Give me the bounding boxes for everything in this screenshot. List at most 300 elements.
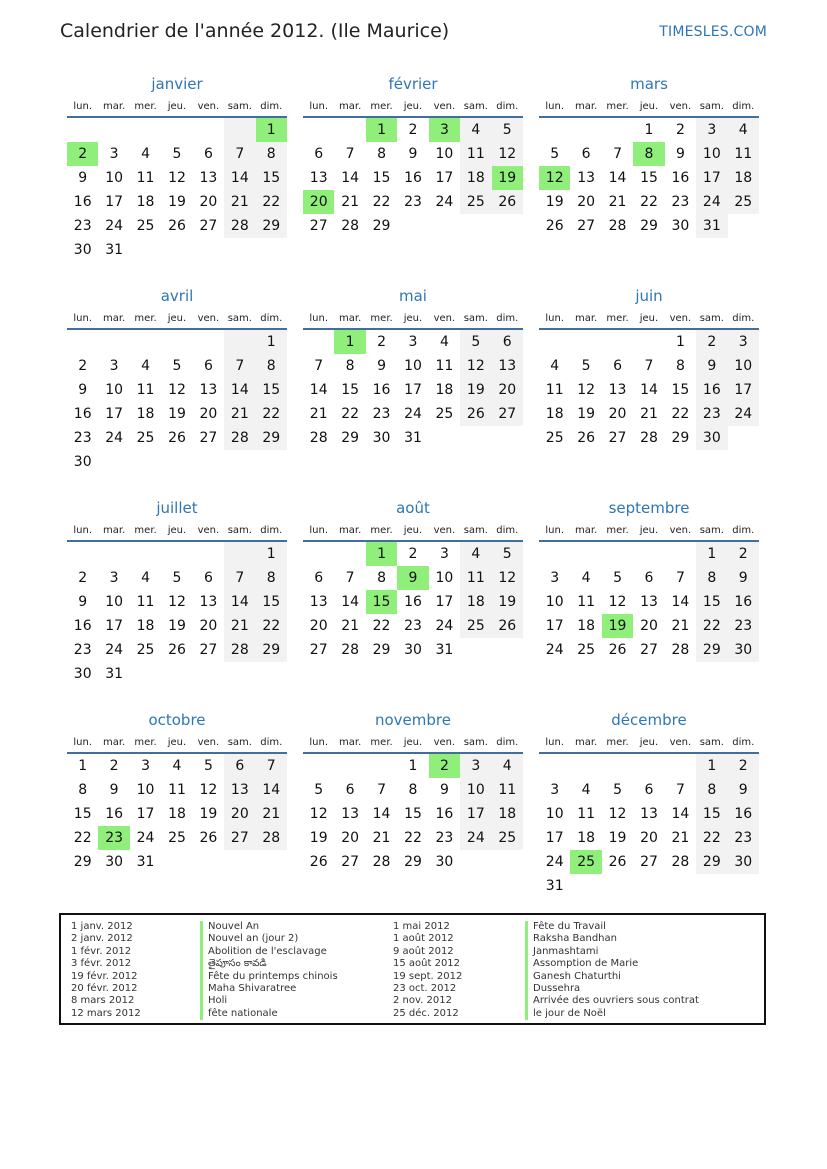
- day-cell: 24: [435, 194, 454, 210]
- holiday-name: Raksha Bandhan: [525, 933, 699, 945]
- day-cell: 27: [309, 642, 328, 658]
- day-cell: 10: [136, 782, 155, 798]
- holiday-name: le jour de Noël: [525, 1008, 699, 1020]
- day-cell: 30: [728, 850, 759, 874]
- weekday-label: jeu.: [167, 737, 187, 748]
- day-cell: 21: [640, 406, 658, 422]
- day-cell: 12: [492, 566, 523, 590]
- empty-day-cell: [602, 754, 633, 778]
- day-cell: 22: [671, 406, 690, 422]
- day-cell: 29: [696, 638, 727, 662]
- weekday-label: dim.: [732, 101, 755, 112]
- weekday-label: sam.: [227, 313, 252, 324]
- holiday-name: Janmashtami: [525, 946, 699, 958]
- weekday-header: [67, 308, 287, 330]
- day-cell: 5: [550, 146, 560, 162]
- day-cell: 15: [404, 806, 422, 822]
- day-cell: 17: [545, 618, 564, 634]
- empty-day-cell: [303, 330, 334, 354]
- holiday-name: Fête du printemps chinois: [200, 971, 338, 983]
- day-cell: 10: [545, 806, 564, 822]
- day-cell: 2: [728, 754, 759, 778]
- day-cell: 24: [105, 642, 124, 658]
- day-cell: 31: [404, 430, 422, 446]
- days-grid: [67, 118, 287, 262]
- day-cell: 11: [136, 594, 155, 610]
- weekday-label: jeu.: [167, 313, 187, 324]
- weekday-label: mar.: [103, 101, 126, 112]
- day-cell: 25: [577, 642, 596, 658]
- day-cell: 7: [256, 754, 287, 778]
- day-cell: 18: [136, 194, 155, 210]
- weekday-header: [539, 520, 759, 542]
- day-cell: 17: [105, 194, 124, 210]
- holiday-date: 3 févr. 2012: [71, 958, 132, 970]
- day-cell: 30: [435, 854, 454, 870]
- day-cell: 21: [224, 614, 255, 638]
- month-title: août: [396, 499, 430, 517]
- day-cell: 7: [314, 358, 324, 374]
- days-grid: [539, 330, 759, 450]
- weekday-label: mer.: [370, 525, 393, 536]
- day-cell: 29: [696, 850, 727, 874]
- day-cell: 3: [696, 118, 727, 142]
- day-cell: 17: [435, 170, 454, 186]
- day-cell: 15: [73, 806, 92, 822]
- day-cell: 22: [696, 614, 727, 638]
- day-cell: 27: [640, 854, 658, 870]
- day-cell: 17: [696, 166, 727, 190]
- day-cell: 16: [372, 382, 391, 398]
- holiday-name: Nouvel an (jour 2): [200, 933, 338, 945]
- day-cell: 19: [460, 378, 491, 402]
- day-cell: 28: [224, 426, 255, 450]
- weekday-label: jeu.: [403, 313, 423, 324]
- day-cell: 13: [608, 382, 627, 398]
- weekday-label: ven.: [197, 313, 220, 324]
- day-cell: 16: [696, 378, 727, 402]
- day-cell: 6: [314, 146, 324, 162]
- holiday-name: Maha Shivaratree: [200, 983, 338, 995]
- empty-day-cell: [224, 330, 255, 354]
- empty-day-cell: [665, 542, 696, 566]
- holiday-day-cell: 2: [429, 754, 460, 778]
- day-cell: 19: [309, 830, 328, 846]
- day-cell: 15: [341, 382, 360, 398]
- day-cell: 22: [256, 190, 287, 214]
- day-cell: 28: [671, 854, 690, 870]
- empty-day-cell: [67, 330, 98, 354]
- month-title: avril: [160, 287, 194, 305]
- day-cell: 14: [671, 594, 690, 610]
- empty-day-cell: [161, 118, 192, 142]
- day-cell: 7: [345, 570, 355, 586]
- day-cell: 28: [671, 642, 690, 658]
- weekday-label: sam.: [227, 737, 252, 748]
- holiday-date: 1 févr. 2012: [71, 945, 132, 957]
- day-cell: 17: [105, 406, 124, 422]
- day-cell: 12: [168, 382, 186, 398]
- day-cell: 17: [404, 382, 422, 398]
- month-10: [67, 706, 287, 918]
- day-cell: 30: [105, 854, 124, 870]
- day-cell: 13: [640, 594, 658, 610]
- weekday-label: dim.: [260, 737, 283, 748]
- day-cell: 26: [199, 830, 218, 846]
- weekday-label: lun.: [309, 737, 329, 748]
- holiday-date: 2 nov. 2012: [393, 995, 452, 1007]
- holiday-dates-right: [393, 921, 462, 1020]
- weekday-label: mer.: [134, 737, 157, 748]
- day-cell: 2: [408, 546, 418, 562]
- empty-day-cell: [334, 754, 365, 778]
- day-cell: 15: [256, 590, 287, 614]
- empty-day-cell: [193, 330, 224, 354]
- day-cell: 17: [105, 618, 124, 634]
- weekday-header: [303, 732, 523, 754]
- day-cell: 16: [404, 170, 422, 186]
- days-grid: [67, 754, 287, 874]
- holiday-day-cell: 23: [98, 826, 129, 850]
- brand-link[interactable]: TIMESLES.COM: [659, 24, 767, 40]
- day-cell: 20: [309, 618, 328, 634]
- day-cell: 26: [168, 218, 186, 234]
- day-cell: 9: [377, 358, 387, 374]
- day-cell: 20: [640, 618, 658, 634]
- day-cell: 25: [435, 406, 454, 422]
- day-cell: 18: [460, 166, 491, 190]
- day-cell: 15: [696, 802, 727, 826]
- day-cell: 16: [73, 406, 92, 422]
- day-cell: 26: [492, 614, 523, 638]
- day-cell: 3: [439, 546, 449, 562]
- weekday-label: ven.: [197, 737, 220, 748]
- weekday-label: jeu.: [167, 525, 187, 536]
- day-cell: 5: [613, 570, 623, 586]
- day-cell: 21: [372, 830, 391, 846]
- weekday-label: lun.: [73, 313, 93, 324]
- empty-day-cell: [366, 754, 397, 778]
- empty-day-cell: [334, 542, 365, 566]
- empty-day-cell: [193, 542, 224, 566]
- day-cell: 4: [581, 782, 591, 798]
- day-cell: 22: [372, 618, 391, 634]
- day-cell: 29: [671, 430, 690, 446]
- day-cell: 6: [203, 358, 213, 374]
- weekday-label: sam.: [463, 737, 488, 748]
- day-cell: 20: [224, 802, 255, 826]
- holiday-date: 19 févr. 2012: [71, 970, 138, 982]
- day-cell: 22: [256, 402, 287, 426]
- holiday-names-left: [200, 921, 338, 1020]
- holiday-day-cell: 1: [366, 118, 397, 142]
- day-cell: 18: [136, 618, 155, 634]
- day-cell: 1: [675, 334, 685, 350]
- day-cell: 22: [256, 614, 287, 638]
- weekday-label: mar.: [339, 313, 362, 324]
- day-cell: 5: [492, 542, 523, 566]
- day-cell: 28: [224, 214, 255, 238]
- day-cell: 31: [105, 242, 124, 258]
- weekday-label: dim.: [260, 525, 283, 536]
- day-cell: 6: [314, 570, 324, 586]
- day-cell: 13: [577, 170, 596, 186]
- day-cell: 3: [109, 146, 119, 162]
- day-cell: 11: [168, 782, 186, 798]
- weekday-label: mer.: [606, 525, 629, 536]
- day-cell: 19: [492, 590, 523, 614]
- day-cell: 3: [408, 334, 418, 350]
- holiday-date: 15 août 2012: [393, 958, 461, 970]
- day-cell: 26: [545, 218, 564, 234]
- day-cell: 3: [550, 570, 560, 586]
- empty-day-cell: [67, 118, 98, 142]
- day-cell: 12: [492, 142, 523, 166]
- day-cell: 25: [545, 430, 564, 446]
- day-cell: 24: [545, 854, 564, 870]
- day-cell: 10: [728, 354, 759, 378]
- day-cell: 29: [256, 426, 287, 450]
- weekday-label: mer.: [606, 313, 629, 324]
- day-cell: 20: [199, 194, 218, 210]
- day-cell: 22: [73, 830, 92, 846]
- empty-day-cell: [539, 118, 570, 142]
- empty-day-cell: [633, 330, 664, 354]
- day-cell: 3: [460, 754, 491, 778]
- weekday-label: dim.: [496, 101, 519, 112]
- day-cell: 10: [105, 594, 124, 610]
- day-cell: 23: [728, 826, 759, 850]
- day-cell: 8: [377, 570, 387, 586]
- weekday-label: mar.: [575, 525, 598, 536]
- holiday-day-cell: 1: [334, 330, 365, 354]
- empty-day-cell: [570, 118, 601, 142]
- empty-day-cell: [303, 754, 334, 778]
- day-cell: 8: [408, 782, 418, 798]
- day-cell: 30: [696, 426, 727, 450]
- day-cell: 22: [341, 406, 360, 422]
- day-cell: 9: [78, 170, 88, 186]
- holiday-day-cell: 1: [256, 118, 287, 142]
- day-cell: 4: [439, 334, 449, 350]
- day-cell: 23: [73, 642, 92, 658]
- holiday-date: 12 mars 2012: [71, 1007, 141, 1019]
- weekday-label: ven.: [433, 525, 456, 536]
- day-cell: 19: [545, 194, 564, 210]
- day-cell: 18: [728, 166, 759, 190]
- weekday-label: mar.: [339, 101, 362, 112]
- day-cell: 2: [78, 570, 88, 586]
- day-cell: 29: [73, 854, 92, 870]
- holiday-date: 8 mars 2012: [71, 995, 135, 1007]
- day-cell: 26: [608, 854, 627, 870]
- day-cell: 8: [377, 146, 387, 162]
- empty-day-cell: [98, 330, 129, 354]
- day-cell: 16: [728, 590, 759, 614]
- weekday-label: lun.: [309, 313, 329, 324]
- month-title: octobre: [148, 711, 206, 729]
- holiday-date: 25 déc. 2012: [393, 1007, 459, 1019]
- empty-day-cell: [224, 118, 255, 142]
- month-2: [303, 70, 523, 282]
- day-cell: 10: [435, 570, 454, 586]
- days-grid: [539, 542, 759, 662]
- day-cell: 1: [408, 758, 418, 774]
- day-cell: 13: [341, 806, 360, 822]
- weekday-label: lun.: [309, 101, 329, 112]
- holiday-name: Assomption de Marie: [525, 958, 699, 970]
- empty-day-cell: [303, 542, 334, 566]
- weekday-label: mer.: [370, 737, 393, 748]
- day-cell: 29: [256, 638, 287, 662]
- day-cell: 11: [728, 142, 759, 166]
- weekday-label: mer.: [606, 101, 629, 112]
- day-cell: 23: [435, 830, 454, 846]
- day-cell: 18: [545, 406, 564, 422]
- month-9: [539, 494, 759, 706]
- day-cell: 9: [109, 782, 119, 798]
- day-cell: 6: [644, 782, 654, 798]
- day-cell: 18: [136, 406, 155, 422]
- day-cell: 8: [256, 354, 287, 378]
- day-cell: 12: [608, 594, 627, 610]
- weekday-label: sam.: [463, 313, 488, 324]
- day-cell: 21: [256, 802, 287, 826]
- weekday-label: dim.: [496, 737, 519, 748]
- day-cell: 14: [372, 806, 391, 822]
- day-cell: 4: [581, 570, 591, 586]
- day-cell: 13: [199, 170, 218, 186]
- day-cell: 24: [435, 618, 454, 634]
- day-cell: 21: [671, 618, 690, 634]
- day-cell: 12: [309, 806, 328, 822]
- day-cell: 6: [224, 754, 255, 778]
- day-cell: 29: [640, 218, 658, 234]
- day-cell: 16: [404, 594, 422, 610]
- weekday-label: jeu.: [403, 101, 423, 112]
- day-cell: 21: [224, 190, 255, 214]
- day-cell: 26: [577, 430, 596, 446]
- day-cell: 14: [640, 382, 658, 398]
- day-cell: 2: [377, 334, 387, 350]
- empty-day-cell: [633, 542, 664, 566]
- day-cell: 20: [640, 830, 658, 846]
- weekday-label: sam.: [227, 101, 252, 112]
- day-cell: 2: [728, 542, 759, 566]
- day-cell: 24: [460, 826, 491, 850]
- day-cell: 6: [203, 146, 213, 162]
- day-cell: 26: [460, 402, 491, 426]
- day-cell: 3: [550, 782, 560, 798]
- month-title: novembre: [375, 711, 451, 729]
- weekday-label: ven.: [669, 737, 692, 748]
- weekday-label: mar.: [103, 313, 126, 324]
- day-cell: 24: [136, 830, 155, 846]
- days-grid: [67, 542, 287, 686]
- day-cell: 25: [460, 614, 491, 638]
- day-cell: 27: [309, 218, 328, 234]
- day-cell: 13: [199, 594, 218, 610]
- day-cell: 28: [608, 218, 627, 234]
- day-cell: 30: [728, 638, 759, 662]
- day-cell: 5: [613, 782, 623, 798]
- day-cell: 12: [168, 594, 186, 610]
- day-cell: 15: [256, 166, 287, 190]
- day-cell: 28: [256, 826, 287, 850]
- month-7: [67, 494, 287, 706]
- empty-day-cell: [161, 542, 192, 566]
- day-cell: 4: [550, 358, 560, 374]
- day-cell: 7: [224, 354, 255, 378]
- day-cell: 4: [492, 754, 523, 778]
- day-cell: 7: [644, 358, 654, 374]
- day-cell: 20: [492, 378, 523, 402]
- day-cell: 24: [105, 218, 124, 234]
- month-12: [539, 706, 759, 918]
- weekday-label: jeu.: [167, 101, 187, 112]
- day-cell: 18: [577, 618, 596, 634]
- day-cell: 19: [199, 806, 218, 822]
- holiday-day-cell: 19: [492, 166, 523, 190]
- day-cell: 23: [404, 194, 422, 210]
- day-cell: 18: [460, 590, 491, 614]
- holiday-date: 23 oct. 2012: [393, 982, 457, 994]
- day-cell: 14: [224, 590, 255, 614]
- holiday-date: 1 janv. 2012: [71, 921, 133, 932]
- days-grid: [303, 330, 523, 450]
- day-cell: 1: [78, 758, 88, 774]
- empty-day-cell: [633, 754, 664, 778]
- empty-day-cell: [602, 118, 633, 142]
- empty-day-cell: [602, 542, 633, 566]
- day-cell: 1: [256, 542, 287, 566]
- day-cell: 15: [256, 378, 287, 402]
- day-cell: 15: [640, 170, 658, 186]
- day-cell: 17: [435, 594, 454, 610]
- day-cell: 4: [141, 146, 151, 162]
- day-cell: 29: [256, 214, 287, 238]
- holiday-name: Dussehra: [525, 983, 699, 995]
- day-cell: 27: [608, 430, 627, 446]
- day-cell: 28: [224, 638, 255, 662]
- day-cell: 20: [608, 406, 627, 422]
- day-cell: 5: [460, 330, 491, 354]
- day-cell: 10: [460, 778, 491, 802]
- empty-day-cell: [665, 754, 696, 778]
- day-cell: 6: [492, 330, 523, 354]
- empty-day-cell: [98, 118, 129, 142]
- day-cell: 12: [460, 354, 491, 378]
- weekday-header: [67, 520, 287, 542]
- empty-day-cell: [130, 118, 161, 142]
- empty-day-cell: [539, 330, 570, 354]
- day-cell: 27: [640, 642, 658, 658]
- empty-day-cell: [539, 542, 570, 566]
- weekday-label: mar.: [575, 737, 598, 748]
- day-cell: 1: [256, 330, 287, 354]
- day-cell: 3: [141, 758, 151, 774]
- day-cell: 14: [341, 594, 360, 610]
- weekday-label: mer.: [134, 525, 157, 536]
- day-cell: 8: [256, 142, 287, 166]
- day-cell: 4: [728, 118, 759, 142]
- weekday-label: mer.: [370, 313, 393, 324]
- weekday-label: lun.: [73, 525, 93, 536]
- month-title: janvier: [151, 75, 203, 93]
- day-cell: 19: [168, 194, 186, 210]
- weekday-label: mar.: [339, 525, 362, 536]
- day-cell: 5: [492, 118, 523, 142]
